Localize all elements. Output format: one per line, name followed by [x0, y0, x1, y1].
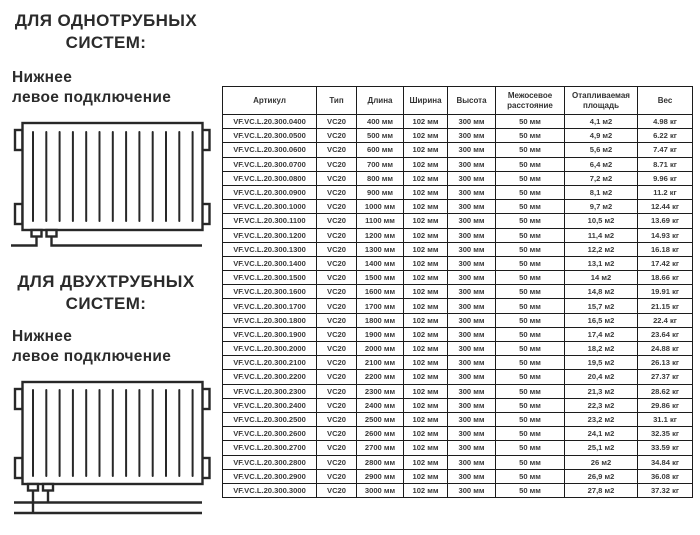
table-cell: 14,8 м2 — [565, 285, 638, 299]
table-cell: VF.VC.L.20.300.1900 — [223, 327, 317, 341]
table-cell: VC20 — [317, 228, 357, 242]
table-cell: 5,6 м2 — [565, 143, 638, 157]
table-cell: 18.66 кг — [638, 271, 693, 285]
table-cell: 50 мм — [496, 384, 565, 398]
table-cell: 500 мм — [357, 129, 404, 143]
table-cell: VF.VC.L.20.300.1200 — [223, 228, 317, 242]
table-cell: 800 мм — [357, 171, 404, 185]
table-cell: 28.62 кг — [638, 384, 693, 398]
table-cell: 300 мм — [448, 313, 496, 327]
table-cell: 50 мм — [496, 157, 565, 171]
table-cell: 2300 мм — [357, 384, 404, 398]
table-cell: 102 мм — [404, 455, 448, 469]
column-header: Артикул — [223, 87, 317, 115]
table-row — [223, 483, 693, 497]
table-cell: 2800 мм — [357, 455, 404, 469]
sub-line: Нижнее — [12, 69, 73, 86]
spec-table — [222, 86, 693, 498]
table-cell: 102 мм — [404, 115, 448, 129]
table-cell: VF.VC.L.20.300.1300 — [223, 242, 317, 256]
column-header: Высота — [448, 87, 496, 115]
table-cell: 300 мм — [448, 327, 496, 341]
table-cell: 300 мм — [448, 384, 496, 398]
table-cell: VF.VC.L.20.300.1400 — [223, 256, 317, 270]
table-cell: VF.VC.L.20.300.3000 — [223, 483, 317, 497]
table-cell: 1900 мм — [357, 327, 404, 341]
table-cell: 50 мм — [496, 299, 565, 313]
table-cell: 6.22 кг — [638, 129, 693, 143]
table-row — [223, 342, 693, 356]
table-row — [223, 185, 693, 199]
table-cell: 26 м2 — [565, 455, 638, 469]
table-cell: 1600 мм — [357, 285, 404, 299]
table-cell: VC20 — [317, 441, 357, 455]
table-cell: 1800 мм — [357, 313, 404, 327]
table-cell: 26.13 кг — [638, 356, 693, 370]
table-cell: VC20 — [317, 313, 357, 327]
table-cell: VC20 — [317, 129, 357, 143]
table-cell: VC20 — [317, 384, 357, 398]
table-cell: 13,1 м2 — [565, 256, 638, 270]
table-cell: 300 мм — [448, 228, 496, 242]
connection-stub — [28, 484, 38, 491]
table-cell: 1700 мм — [357, 299, 404, 313]
table-cell: VF.VC.L.20.300.1700 — [223, 299, 317, 313]
table-cell: 50 мм — [496, 256, 565, 270]
table-cell: 50 мм — [496, 370, 565, 384]
table-row — [223, 469, 693, 483]
table-cell: 102 мм — [404, 483, 448, 497]
table-cell: 50 мм — [496, 271, 565, 285]
header-row — [223, 87, 693, 115]
table-cell: VF.VC.L.20.300.2000 — [223, 342, 317, 356]
table-cell: VC20 — [317, 171, 357, 185]
table-cell: VF.VC.L.20.300.0900 — [223, 185, 317, 199]
table-cell: 16,5 м2 — [565, 313, 638, 327]
table-row — [223, 115, 693, 129]
table-cell: 102 мм — [404, 427, 448, 441]
table-cell: VF.VC.L.20.300.1600 — [223, 285, 317, 299]
table-cell: 25,1 м2 — [565, 441, 638, 455]
table-cell: 36.08 кг — [638, 469, 693, 483]
table-cell: VF.VC.L.20.300.2600 — [223, 427, 317, 441]
table-cell: VC20 — [317, 256, 357, 270]
table-cell: VF.VC.L.20.300.2900 — [223, 469, 317, 483]
table-cell: 17,4 м2 — [565, 327, 638, 341]
table-cell: 23,2 м2 — [565, 412, 638, 426]
table-cell: 2500 мм — [357, 412, 404, 426]
table-cell: 8.71 кг — [638, 157, 693, 171]
table-cell: 24.88 кг — [638, 342, 693, 356]
table-cell: 1100 мм — [357, 214, 404, 228]
table-cell: 20,4 м2 — [565, 370, 638, 384]
table-cell: 10,5 м2 — [565, 214, 638, 228]
table-cell: 13.69 кг — [638, 214, 693, 228]
table-cell: 2900 мм — [357, 469, 404, 483]
sub-line: левое подключение — [12, 89, 172, 106]
table-cell: 1200 мм — [357, 228, 404, 242]
table-cell: 50 мм — [496, 412, 565, 426]
column-header: Отапливаемая площадь — [565, 87, 638, 115]
sub-line: левое подключение — [12, 348, 172, 365]
table-row — [223, 200, 693, 214]
table-cell: 102 мм — [404, 256, 448, 270]
table-cell: 50 мм — [496, 185, 565, 199]
table-cell: 22,3 м2 — [565, 398, 638, 412]
table-cell: 50 мм — [496, 327, 565, 341]
table-cell: VF.VC.L.20.300.2500 — [223, 412, 317, 426]
table-cell: 50 мм — [496, 469, 565, 483]
table-cell: 102 мм — [404, 242, 448, 256]
table-cell: VC20 — [317, 115, 357, 129]
table-cell: 29.86 кг — [638, 398, 693, 412]
table-cell: 50 мм — [496, 115, 565, 129]
table-row — [223, 370, 693, 384]
table-cell: 900 мм — [357, 185, 404, 199]
table-cell: VC20 — [317, 370, 357, 384]
table-cell: 300 мм — [448, 441, 496, 455]
table-cell: 50 мм — [496, 342, 565, 356]
table-cell: 1300 мм — [357, 242, 404, 256]
table-cell: 50 мм — [496, 455, 565, 469]
table-cell: VC20 — [317, 398, 357, 412]
table-cell: 50 мм — [496, 171, 565, 185]
table-cell: 102 мм — [404, 214, 448, 228]
heading-line: СИСТЕМ: — [65, 33, 147, 52]
table-cell: 15,7 м2 — [565, 299, 638, 313]
table-cell: 19,5 м2 — [565, 356, 638, 370]
table-cell: 400 мм — [357, 115, 404, 129]
table-cell: VC20 — [317, 157, 357, 171]
table-cell: 102 мм — [404, 370, 448, 384]
connection-stub — [47, 230, 57, 237]
table-cell: 37.32 кг — [638, 483, 693, 497]
table-cell: VF.VC.L.20.300.0500 — [223, 129, 317, 143]
table-cell: 7,2 м2 — [565, 171, 638, 185]
table-cell: 12.44 кг — [638, 200, 693, 214]
table-cell: 27,8 м2 — [565, 483, 638, 497]
table-cell: 102 мм — [404, 228, 448, 242]
table-cell: 102 мм — [404, 157, 448, 171]
table-cell: VC20 — [317, 327, 357, 341]
table-cell: VC20 — [317, 342, 357, 356]
table-cell: VF.VC.L.20.300.1100 — [223, 214, 317, 228]
table-cell: 7.47 кг — [638, 143, 693, 157]
table-cell: 2600 мм — [357, 427, 404, 441]
table-cell: 300 мм — [448, 129, 496, 143]
table-cell: 300 мм — [448, 143, 496, 157]
single-pipe-systems-heading — [0, 10, 212, 54]
heading-line: ДЛЯ ОДНОТРУБНЫХ — [14, 11, 198, 30]
table-cell: 24,1 м2 — [565, 427, 638, 441]
table-row — [223, 441, 693, 455]
table-cell: 4,9 м2 — [565, 129, 638, 143]
table-cell: VF.VC.L.20.300.2200 — [223, 370, 317, 384]
table-cell: 102 мм — [404, 327, 448, 341]
table-cell: VF.VC.L.20.300.1800 — [223, 313, 317, 327]
table-cell: 300 мм — [448, 469, 496, 483]
table-cell: 50 мм — [496, 313, 565, 327]
table-cell: 14 м2 — [565, 271, 638, 285]
table-row — [223, 242, 693, 256]
table-cell: 19.91 кг — [638, 285, 693, 299]
bottom-left-connection-label — [12, 68, 212, 108]
table-cell: 1000 мм — [357, 200, 404, 214]
table-cell: VC20 — [317, 299, 357, 313]
table-cell: 300 мм — [448, 356, 496, 370]
table-cell: VC20 — [317, 200, 357, 214]
table-cell: 300 мм — [448, 483, 496, 497]
table-cell: 102 мм — [404, 342, 448, 356]
table-cell: VC20 — [317, 242, 357, 256]
table-cell: 17.42 кг — [638, 256, 693, 270]
table-cell: 600 мм — [357, 143, 404, 157]
table-cell: 102 мм — [404, 200, 448, 214]
table-cell: 700 мм — [357, 157, 404, 171]
table-row — [223, 398, 693, 412]
table-cell: 50 мм — [496, 242, 565, 256]
table-cell: 50 мм — [496, 200, 565, 214]
supply-pipe — [11, 237, 37, 246]
table-cell: 16.18 кг — [638, 242, 693, 256]
table-cell: VC20 — [317, 143, 357, 157]
table-cell: 50 мм — [496, 427, 565, 441]
table-row — [223, 427, 693, 441]
table-cell: 1500 мм — [357, 271, 404, 285]
table-cell: 2000 мм — [357, 342, 404, 356]
table-cell: 2700 мм — [357, 441, 404, 455]
table-row — [223, 228, 693, 242]
table-cell: 300 мм — [448, 427, 496, 441]
table-cell: VC20 — [317, 271, 357, 285]
table-cell: 50 мм — [496, 143, 565, 157]
table-cell: VF.VC.L.20.300.1000 — [223, 200, 317, 214]
table-cell: 3000 мм — [357, 483, 404, 497]
table-cell: 1400 мм — [357, 256, 404, 270]
table-cell: 2100 мм — [357, 356, 404, 370]
table-cell: 50 мм — [496, 356, 565, 370]
table-row — [223, 313, 693, 327]
table-cell: 102 мм — [404, 299, 448, 313]
table-cell: VF.VC.L.20.300.2100 — [223, 356, 317, 370]
table-cell: VC20 — [317, 285, 357, 299]
table-cell: 300 мм — [448, 398, 496, 412]
table-cell: VC20 — [317, 412, 357, 426]
table-cell: 300 мм — [448, 455, 496, 469]
table-cell: VC20 — [317, 214, 357, 228]
table-cell: VF.VC.L.20.300.2300 — [223, 384, 317, 398]
table-row — [223, 455, 693, 469]
table-cell: 26,9 м2 — [565, 469, 638, 483]
table-cell: VF.VC.L.20.300.1500 — [223, 271, 317, 285]
table-row — [223, 271, 693, 285]
table-cell: 50 мм — [496, 285, 565, 299]
connection-stub — [43, 484, 53, 491]
table-row — [223, 285, 693, 299]
table-cell: 32.35 кг — [638, 427, 693, 441]
table-body — [223, 115, 693, 498]
table-cell: 2200 мм — [357, 370, 404, 384]
table-cell: 11,4 м2 — [565, 228, 638, 242]
table-cell: VF.VC.L.20.300.0600 — [223, 143, 317, 157]
table-cell: 102 мм — [404, 384, 448, 398]
table-cell: 300 мм — [448, 185, 496, 199]
table-cell: VC20 — [317, 483, 357, 497]
sub-line: Нижнее — [12, 328, 73, 345]
table-cell: 50 мм — [496, 483, 565, 497]
table-cell: 4.98 кг — [638, 115, 693, 129]
table-cell: 9,7 м2 — [565, 200, 638, 214]
table-row — [223, 327, 693, 341]
table-cell: 300 мм — [448, 271, 496, 285]
table-cell: VC20 — [317, 469, 357, 483]
return-pipe — [52, 237, 203, 246]
table-cell: 11.2 кг — [638, 185, 693, 199]
column-header: Тип — [317, 87, 357, 115]
table-cell: 102 мм — [404, 412, 448, 426]
column-header: Вес — [638, 87, 693, 115]
table-cell: VF.VC.L.20.300.2700 — [223, 441, 317, 455]
table-cell: VC20 — [317, 455, 357, 469]
table-cell: 300 мм — [448, 412, 496, 426]
table-row — [223, 256, 693, 270]
table-cell: 18,2 м2 — [565, 342, 638, 356]
table-cell: 50 мм — [496, 129, 565, 143]
radiator-two-pipe-diagram — [0, 378, 212, 518]
table-cell: 4,1 м2 — [565, 115, 638, 129]
table-row — [223, 384, 693, 398]
column-header: Межосевое расстояние — [496, 87, 565, 115]
table-cell: 12,2 м2 — [565, 242, 638, 256]
table-cell: VF.VC.L.20.300.0800 — [223, 171, 317, 185]
table-cell: 102 мм — [404, 398, 448, 412]
table-cell: 102 мм — [404, 185, 448, 199]
heading-line: ДЛЯ ДВУХТРУБНЫХ — [17, 272, 195, 291]
table-cell: 300 мм — [448, 370, 496, 384]
table-row — [223, 412, 693, 426]
table-cell: 50 мм — [496, 228, 565, 242]
table-cell: 102 мм — [404, 271, 448, 285]
table-cell: 300 мм — [448, 214, 496, 228]
table-cell: 300 мм — [448, 157, 496, 171]
table-row — [223, 171, 693, 185]
table-cell: 102 мм — [404, 356, 448, 370]
table-cell: 34.84 кг — [638, 455, 693, 469]
table-cell: VC20 — [317, 427, 357, 441]
table-cell: VF.VC.L.20.300.0700 — [223, 157, 317, 171]
table-cell: 8,1 м2 — [565, 185, 638, 199]
bottom-left-connection-label — [12, 327, 212, 367]
table-cell: 102 мм — [404, 469, 448, 483]
connection-stub — [32, 230, 42, 237]
table-row — [223, 157, 693, 171]
table-row — [223, 129, 693, 143]
table-cell: 102 мм — [404, 285, 448, 299]
radiator-single-pipe-diagram — [0, 117, 212, 253]
table-row — [223, 214, 693, 228]
table-cell: VF.VC.L.20.300.2800 — [223, 455, 317, 469]
table-cell: 50 мм — [496, 214, 565, 228]
table-cell: VC20 — [317, 185, 357, 199]
table-cell: 300 мм — [448, 256, 496, 270]
table-cell: 27.37 кг — [638, 370, 693, 384]
table-cell: 300 мм — [448, 200, 496, 214]
table-cell: 14.93 кг — [638, 228, 693, 242]
table-cell: 102 мм — [404, 313, 448, 327]
table-cell: 102 мм — [404, 441, 448, 455]
table-cell: 31.1 кг — [638, 412, 693, 426]
table-cell: 21,3 м2 — [565, 384, 638, 398]
table-cell: 9.96 кг — [638, 171, 693, 185]
table-cell: 22.4 кг — [638, 313, 693, 327]
table-cell: 33.59 кг — [638, 441, 693, 455]
table-cell: 300 мм — [448, 242, 496, 256]
table-cell: 23.64 кг — [638, 327, 693, 341]
table-cell: 50 мм — [496, 441, 565, 455]
table-row — [223, 356, 693, 370]
table-row — [223, 299, 693, 313]
table-cell: 300 мм — [448, 299, 496, 313]
table-cell: VF.VC.L.20.300.2400 — [223, 398, 317, 412]
table-row — [223, 143, 693, 157]
table-cell: 102 мм — [404, 171, 448, 185]
table-cell: 300 мм — [448, 171, 496, 185]
table-cell: 102 мм — [404, 143, 448, 157]
table-cell: 102 мм — [404, 129, 448, 143]
table-cell: 2400 мм — [357, 398, 404, 412]
table-cell: VF.VC.L.20.300.0400 — [223, 115, 317, 129]
table-cell: 50 мм — [496, 398, 565, 412]
table-cell: 300 мм — [448, 342, 496, 356]
table-cell: 300 мм — [448, 115, 496, 129]
table-cell: 21.15 кг — [638, 299, 693, 313]
table-cell: 300 мм — [448, 285, 496, 299]
column-header: Ширина — [404, 87, 448, 115]
heading-line: СИСТЕМ: — [65, 294, 147, 313]
table-cell: 6,4 м2 — [565, 157, 638, 171]
two-pipe-systems-heading — [0, 271, 212, 315]
column-header: Длина — [357, 87, 404, 115]
table-cell: VC20 — [317, 356, 357, 370]
